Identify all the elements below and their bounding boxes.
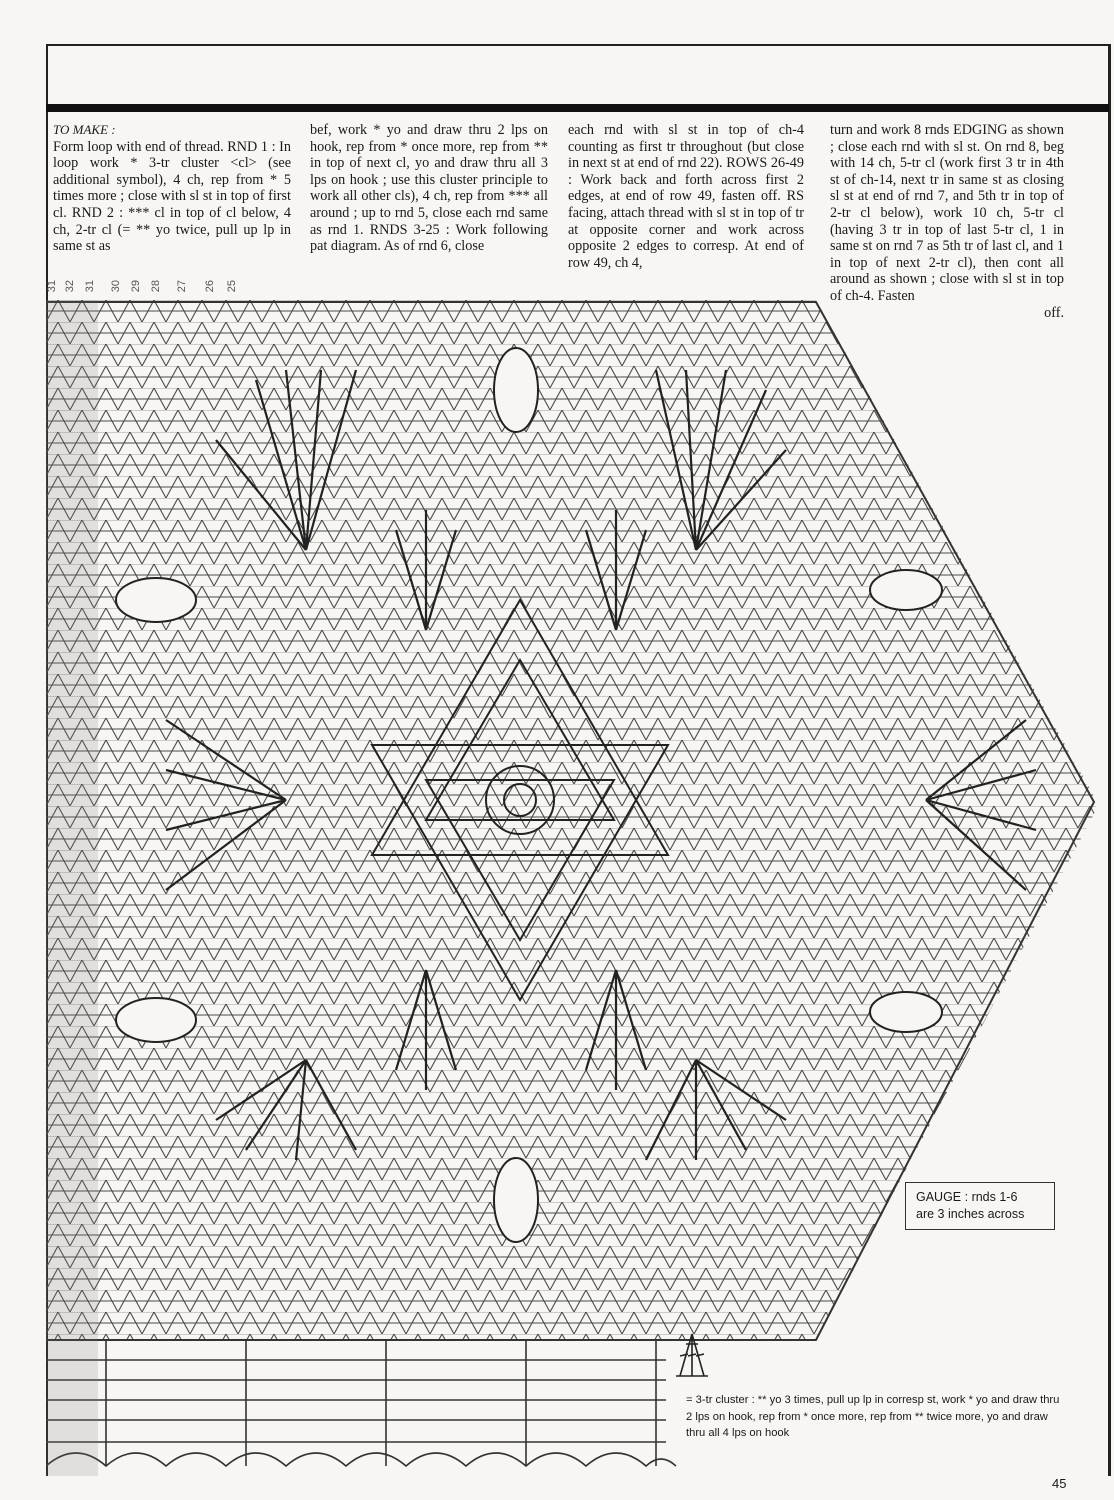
- row-number: 31: [46, 280, 58, 293]
- header-rule: [46, 104, 1109, 112]
- row-number: 29: [130, 280, 142, 293]
- crochet-chart-diagram: [46, 300, 1106, 1476]
- instruction-column-3: [568, 122, 804, 271]
- row-number: 28: [150, 280, 162, 293]
- instruction-text-2: bef, work * yo and draw thru 2 lps on hook, rep from * once more, rep from ** in top of next cl, yo and draw thru all 3 lps on hook ; use this cluster principle to work all other cls), 4 ch, rep from *** all around ; up to rnd 5, close each rnd same as rnd 1. RNDS 3-25 : Work following pat diagram. As of rnd 6, close: [310, 122, 548, 255]
- left-margin-shade: [46, 300, 98, 1476]
- page-number: 45: [1052, 1476, 1067, 1491]
- cluster-legend: = 3-tr cluster : ** yo 3 times, pull up lp in corresp st, work * yo and draw thru 2 lps on hook, rep from * once more, rep from ** twice more, yo and draw thru all 4 lps on hook: [686, 1392, 1066, 1442]
- instruction-text-4: turn and work 8 rnds EDGING as shown ; close each rnd with sl st. On rnd 8, beg with 14 ch, 5-tr cl (work first 3 tr in 4th st of ch-14, next tr in same st as closing sl st at end of rnd 7, and 5th tr in top of 2-tr cl below), work 10 ch, 5-tr cl (having 3 tr in top of last 5-tr cl, 1 in same st on rnd 7 as 5th tr of last cl, and 1 in top of next 2-tr cl), then cont all around as shown ; close with sl st in top of ch-4. Fasten: [830, 122, 1064, 304]
- cluster-symbol-icon: [672, 1330, 712, 1380]
- row-number: 26: [204, 280, 216, 293]
- row-number-labels: [46, 280, 286, 302]
- gauge-line-1: GAUGE : rnds 1-6: [916, 1190, 1018, 1204]
- instruction-text-1: Form loop with end of thread. RND 1 : In loop work * 3-tr cluster <cl> (see additional symbol), 4 ch, rep from * 5 times more ; close with sl st in top of first cl. RND 2 : *** cl in top of cl below, 4 ch, 2-tr cl (= ** yo twice, pull up lp in same st as: [53, 138, 291, 255]
- instruction-text-3: each rnd with sl st in top of ch-4 counting as first tr throughout (but close in next st at end of rnd 22). ROWS 26-49 : Work back and forth across first 2 edges, at end of row 49, fasten off. RS facing, attach thread with sl st in top of tr at opposite corner and work across opposite 2 edges to corresp. At end of row 49, ch 4,: [568, 122, 804, 271]
- gauge-line-2: are 3 inches across: [916, 1207, 1025, 1221]
- row-number: 25: [226, 280, 238, 293]
- row-number: 31: [84, 280, 96, 293]
- gauge-box: [905, 1182, 1055, 1230]
- instruction-column-2: [310, 122, 548, 255]
- row-number: 30: [110, 280, 122, 293]
- row-number: 27: [176, 280, 188, 293]
- instruction-column-1: [53, 122, 291, 255]
- instruction-column-4: [830, 122, 1064, 321]
- section-heading: TO MAKE :: [53, 122, 116, 137]
- edging-rows: [46, 1340, 676, 1466]
- row-number: 32: [64, 280, 76, 293]
- instruction-text-end: off.: [1044, 304, 1064, 321]
